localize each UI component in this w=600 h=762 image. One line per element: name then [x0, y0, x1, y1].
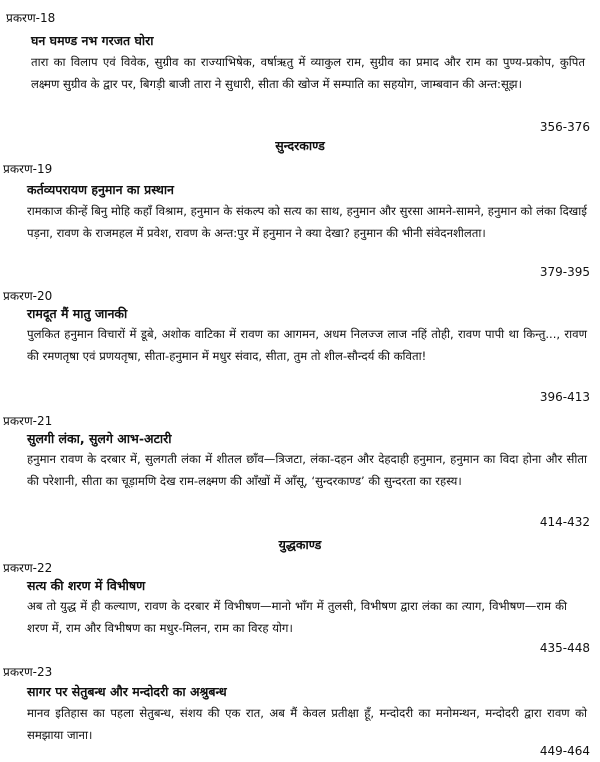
chapter-21-page-range: 414-432 — [539, 515, 590, 529]
chapter-19-page-range: 379-395 — [539, 265, 590, 279]
chapter-18-title: घन घमण्ड नभ गरजत घोरा — [31, 33, 154, 48]
chapter-23-label: प्रकरण-23 — [3, 665, 53, 679]
chapter-18-description: तारा का विलाप एवं विवेक, सुग्रीव का राज्याभिषेक, वर्षाऋतु में व्याकुल राम, सुग्रीव का प्रमाद और राम का पुण्य-प्रकोप, कुपित लक्ष्मण सुग्रीव के द्वार पर, बिगड़ी बाजी तारा ने सुधारी, सीता की खोज में सम्पाति का सहयोग, जाम्बवान की अन्त:सूझ। — [31, 55, 585, 91]
chapter-18-page-range: 356-376 — [539, 120, 590, 134]
chapter-20-description: पुलकित हनुमान विचारों में डूबे, अशोक वाटिका में रावण का आगमन, अधम निलज्ज लाज नहिं तोही, रावण पापी था किन्तु..., रावण की रमणतृषा एवं प्रणयतृषा, सीता-हनुमान में मधुर संवाद, सीता, तुम तो शील-सौन्दर्य की कविता! — [27, 327, 587, 363]
section-heading-sundarkand: सुन्दरकाण्ड — [275, 138, 325, 153]
chapter-22-page-range: 435-448 — [539, 641, 590, 655]
section-heading-yuddhkand: युद्धकाण्ड — [278, 537, 322, 552]
chapter-19-label: प्रकरण-19 — [3, 162, 53, 176]
chapter-22-title: सत्य की शरण में विभीषण — [27, 578, 146, 593]
chapter-19-description: रामकाज कीन्हें बिनु मोहि कहाँ विश्राम, हनुमान के संकल्प को सत्य का साथ, हनुमान और सुरसा आमने-सामने, हनुमान को लंका दिखाई पड़ना, रावण के राजमहल में प्रवेश, रावण के अन्त:पुर में हनुमान ने क्या देखा? हनुमान की भीनी संवेदनशीलता। — [27, 204, 587, 240]
chapter-21-title: सुलगी लंका, सुलगे आभ-अटारी — [27, 431, 172, 446]
chapter-22-description: अब तो युद्ध में ही कल्याण, रावण के दरबार में विभीषण—मानो भाँग में तुलसी, विभीषण द्वारा लंका का त्याग, विभीषण—राम की शरण में, राम और विभीषण का मधुर-मिलन, राम का विरह योग। — [27, 599, 567, 635]
chapter-23-page-range: 449-464 — [539, 744, 590, 758]
chapter-21-label: प्रकरण-21 — [3, 414, 53, 428]
chapter-18-label: प्रकरण-18 — [6, 11, 56, 25]
chapter-20-title: रामदूत मैं मातु जानकी — [27, 306, 128, 321]
chapter-20-page-range: 396-413 — [539, 390, 590, 404]
chapter-23-description: मानव इतिहास का पहला सेतुबन्ध, संशय की एक रात, अब मैं केवल प्रतीक्षा हूँ, मन्दोदरी का मनोमन्थन, मन्दोदरी द्वारा रावण को समझाया जाना। — [27, 706, 587, 742]
chapter-19-title: कर्तव्यपरायण हनुमान का प्रस्थान — [27, 182, 174, 197]
chapter-21-description: हनुमान रावण के दरबार में, सुलगती लंका में शीतल छाँव—त्रिजटा, लंका-दहन और देहदाही हनुमान, हनुमान का विदा होना और सीता की परेशानी, सीता का चूड़ामणि देख राम-लक्ष्मण की आँखों में आँसू, ‘सुन्दरकाण्ड’ की सुन्दरता का रहस्य। — [27, 452, 587, 488]
chapter-20-label: प्रकरण-20 — [3, 289, 53, 303]
chapter-23-title: सागर पर सेतुबन्ध और मन्दोदरी का अश्रुबन्ध — [27, 684, 227, 699]
chapter-22-label: प्रकरण-22 — [3, 561, 53, 575]
